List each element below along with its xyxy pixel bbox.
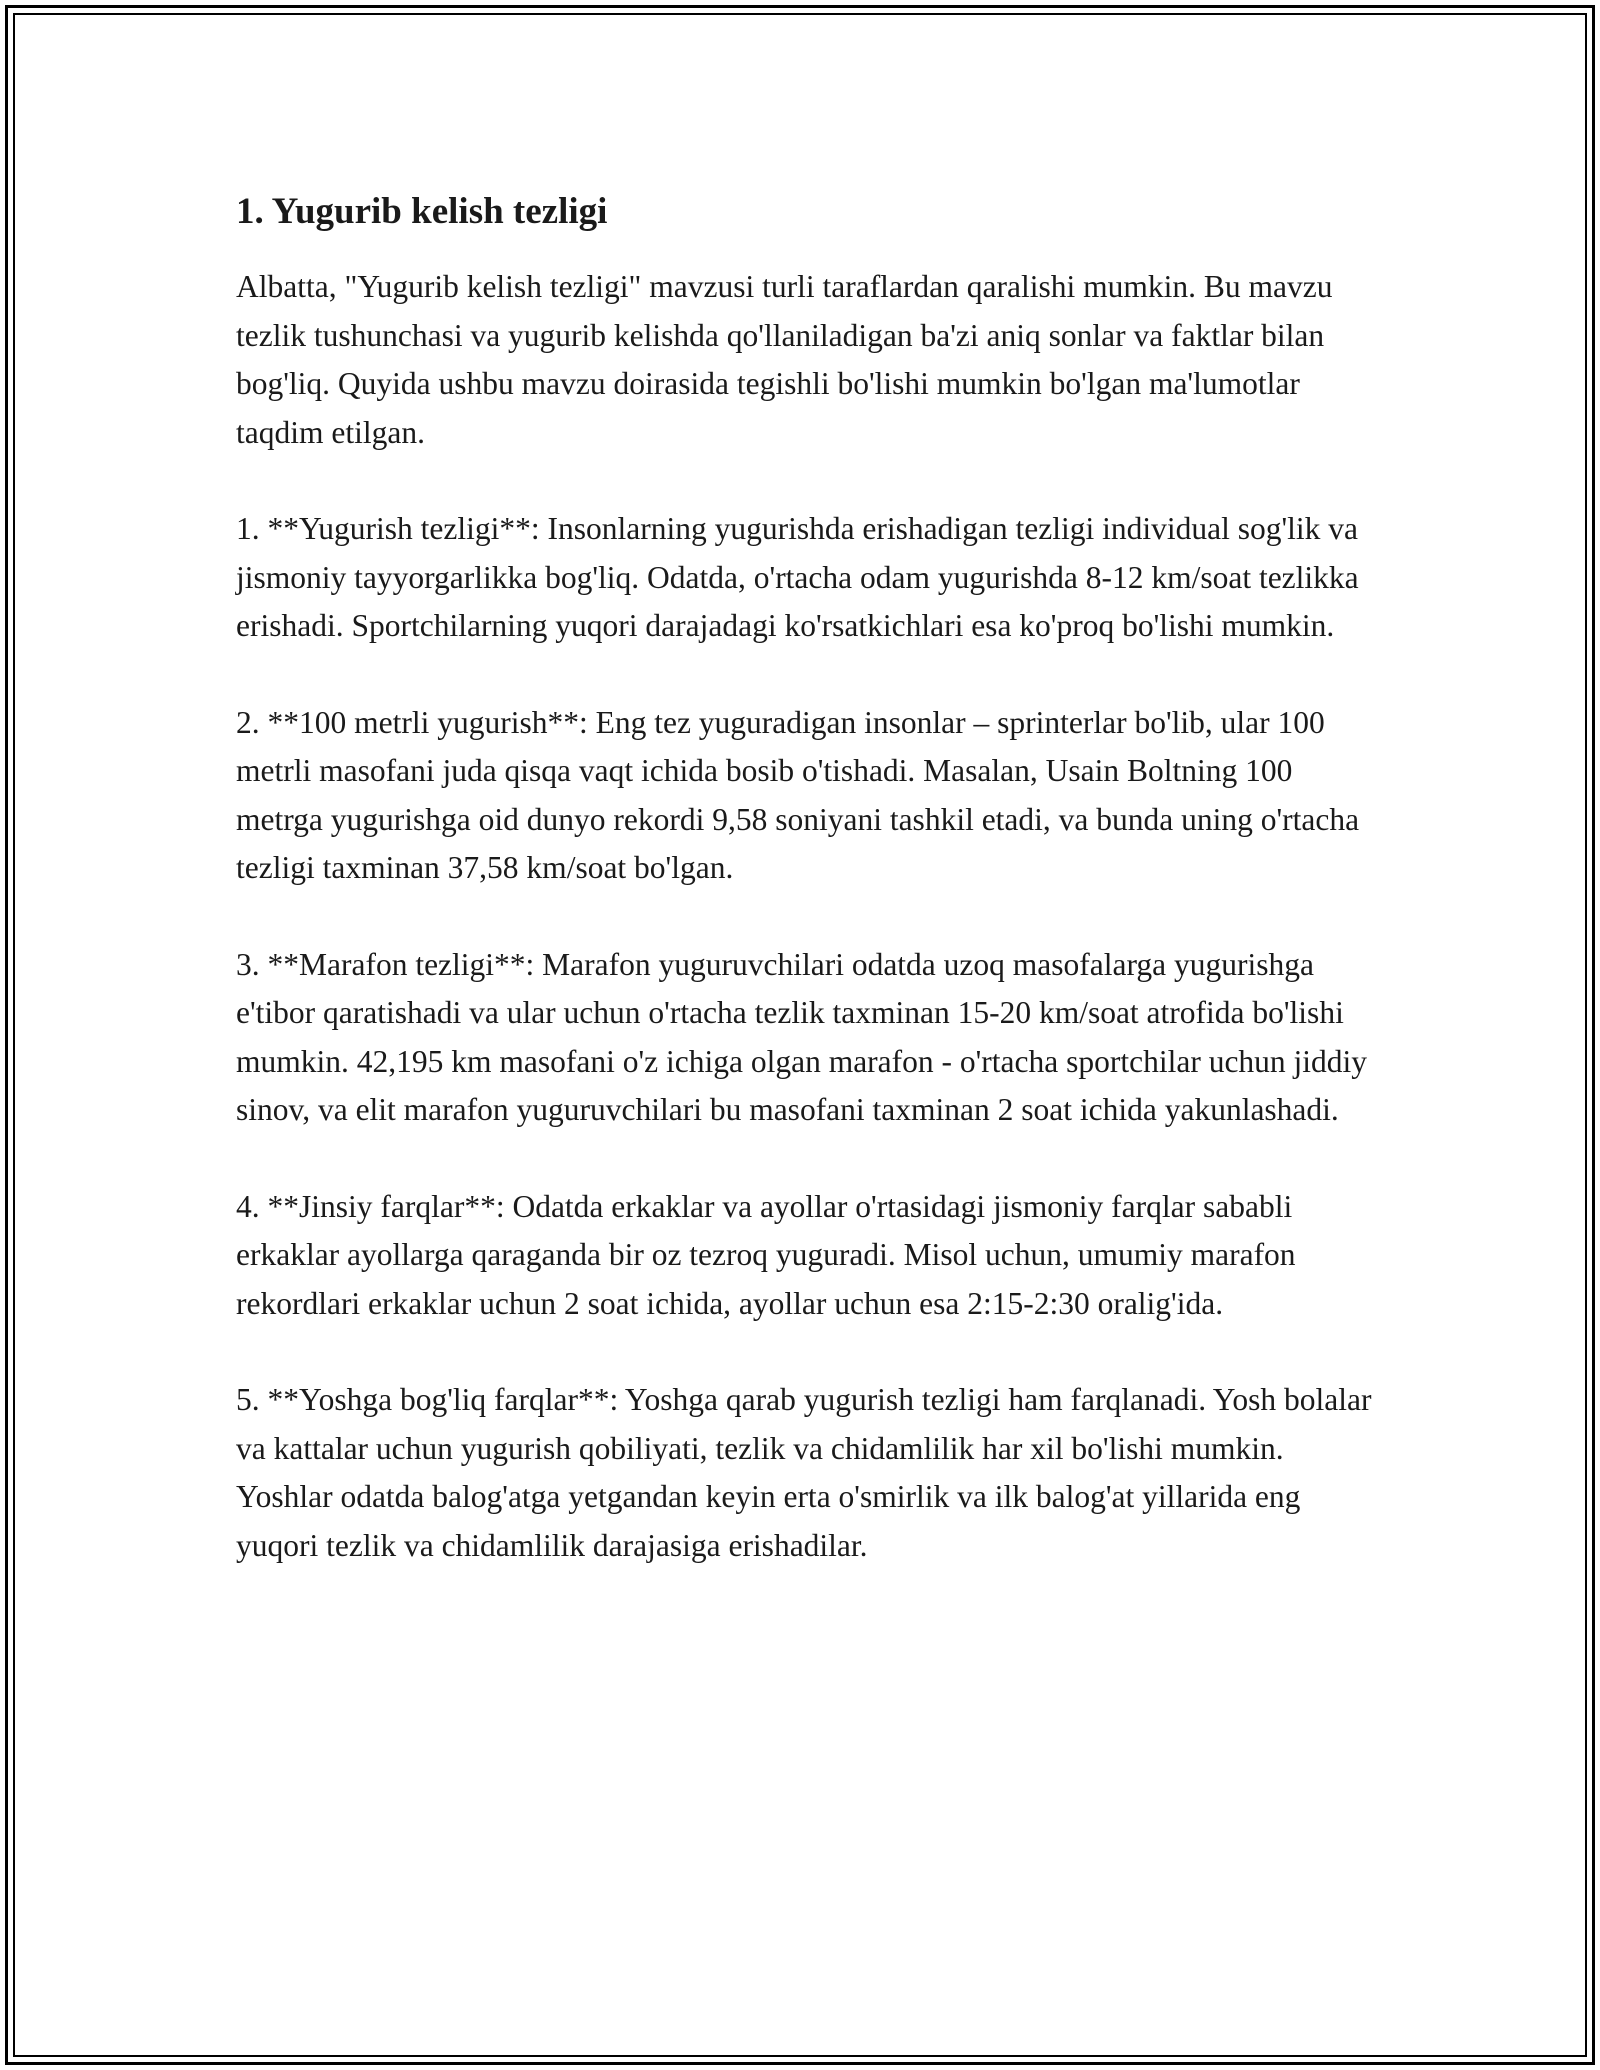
paragraph-gender-differences: 4. **Jinsiy farqlar**: Odatda erkaklar va ayollar o'rtasidagi jismoniy farqlar sababli erkaklar ayollarga qaraganda bir oz tezroq yuguradi. Misol uchun, umumiy marafon rekordlari erkaklar uchun 2 soat ichida, ayollar uchun esa 2:15-2:30 oralig'ida. bbox=[236, 1188, 1296, 1321]
paragraph-marathon-speed: 3. **Marafon tezligi**: Marafon yuguruvchilari odatda uzoq masofalarga yugurishga e'tibor qaratishadi va ular uchun o'rtacha tezlik taxminan 15-20 km/soat atrofida bo'lishi mumkin. 42,195 km masofani o'z ichiga olgan marafon - o'rtacha sportchilar uchun jiddiy sinov, va elit marafon yuguruvchilari bu masofani taxminan 2 soat ichida yakunlashadi. bbox=[236, 946, 1368, 1127]
intro-paragraph: Albatta, "Yugurib kelish tezligi" mavzusi turli taraflardan qaralishi mumkin. Bu mavzu tezlik tushunchasi va yugurib kelishda qo'llaniladigan ba'zi aniq sonlar va faktlar bilan bog'liq. Quyida ushbu mavzu doirasida tegishli bo'lishi mumkin bo'lgan ma'lumotlar taqdim etilgan. bbox=[236, 269, 1333, 450]
document-body bbox=[236, 185, 1376, 1618]
paragraph-age-differences: 5. **Yoshga bog'liq farqlar**: Yoshga qarab yugurish tezligi ham farqlanadi. Yosh bolalar va kattalar uchun yugurish qobiliyati, tezlik va chidamlilik har xil bo'lishi mumkin. Yoshlar odatda balog'atga yetgandan keyin erta o'smirlik va ilk balog'at yillarida eng yuqori tezlik va chidamlilik darajasiga erishadilar. bbox=[236, 1382, 1372, 1563]
paragraph-running-speed: 1. **Yugurish tezligi**: Insonlarning yugurishda erishadigan tezligi individual sog'lik va jismoniy tayyorgarlikka bog'liq. Odatda, o'rtacha odam yugurishda 8-12 km/soat tezlikka erishadi. Sportchilarning yuqori darajadagi ko'rsatkichlari esa ko'proq bo'lishi mumkin. bbox=[236, 511, 1359, 643]
paragraph-100m-sprint: 2. **100 metrli yugurish**: Eng tez yuguradigan insonlar – sprinterlar bo'lib, ular 100 metrli masofani juda qisqa vaqt ichida bosib o'tishadi. Masalan, Usain Boltning 100 metrga yugurishga oid dunyo rekordi 9,58 soniyani tashkil etadi, va bunda uning o'rtacha tezligi taxminan 37,58 km/soat bo'lgan. bbox=[236, 704, 1360, 885]
document-title: 1. Yugurib kelish tezligi bbox=[236, 191, 608, 232]
